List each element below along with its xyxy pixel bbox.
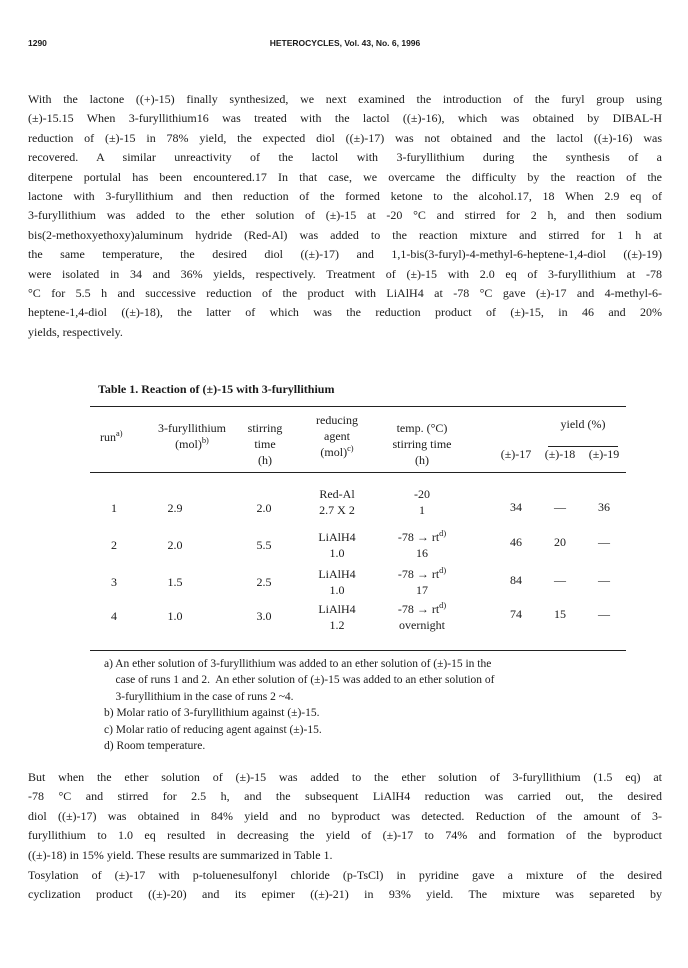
paragraph-3 xyxy=(28,866,662,905)
header-yield: yield (%) xyxy=(560,417,606,431)
text-line: were isolated in 34 and 36% yields, respectively. Treatment of (±)-15 with 2.0 eq of 3-furyllithium at -78 xyxy=(28,266,662,281)
footnote-line: 3-furyllithium in the case of runs 2 ~4. xyxy=(104,690,294,703)
cell-yield-18: — xyxy=(554,500,566,514)
cell-stirring-time: 2.0 xyxy=(256,501,272,515)
cell-reducing-agent: LiAlH4 1.0 xyxy=(318,530,356,560)
cell-yield-18: — xyxy=(554,573,566,587)
header-reducing-agent: reducing agent (mol)$^{c)}$ xyxy=(316,413,358,459)
text-line: (±)-15.15 When 3-furyllithium16 was treated with the lactol ((±)-16), which was obtained by DIBAL-H xyxy=(28,111,662,126)
text-line: But when the ether solution of (±)-15 was added to the ether solution of 3-furyllithium (1.5 eq) at xyxy=(28,770,662,784)
table-top-rule xyxy=(90,406,626,407)
cell-yield-18: 20 xyxy=(554,535,566,549)
text-line: yields, respectively. xyxy=(28,324,123,339)
header-stirring-time: stirring time (h) xyxy=(247,421,283,467)
text-line: ((±)-18) in 15% yield. These results are summarized in Table 1. xyxy=(28,847,333,862)
text-line: diol ((±)-17) was obtained in 84% yield and no byproduct was detected. Reduction of the amount of 3- xyxy=(28,808,662,823)
cell-yield-17: 84 xyxy=(510,573,522,587)
table-header-rule xyxy=(90,472,626,473)
footnote-line: b) Molar ratio of 3-furyllithium against (±)-15. xyxy=(104,707,320,720)
cell-furyllithium: 1.0 xyxy=(167,609,183,623)
header-yield-19: (±)-19 xyxy=(588,447,620,461)
cell-reducing-agent: LiAlH4 1.2 xyxy=(318,602,356,632)
cell-yield-17: 46 xyxy=(510,535,522,549)
page-number: 1290 xyxy=(28,38,47,48)
cell-temp: $-78 \to rt^{d)}$ overnight xyxy=(397,601,447,632)
cell-furyllithium: 2.0 xyxy=(167,538,183,552)
text-line: cyclization product ((±)-20) and its epimer ((±)-21) in 93% yield. The mixture was separeted by xyxy=(28,887,662,902)
text-line: Tosylation of (±)-17 with p-toluenesulfonyl chloride (p-TsCl) in pyridine gave a mixture of the desired xyxy=(28,868,662,882)
table-footnotes xyxy=(104,656,495,754)
cell-furyllithium: 2.9 xyxy=(167,501,183,515)
cell-yield-17: 34 xyxy=(510,500,522,514)
footnote-line: a) An ether solution of 3-furyllithium was added to an ether solution of (±)-15 in the xyxy=(104,658,492,670)
text-line: furyllithium to 1.0 eq resulted in decreasing the yield of (±)-17 to 74% and formation of the byproduct xyxy=(28,828,662,843)
cell-yield-19: — xyxy=(598,535,610,549)
text-line: With the lactone ((+)-15) finally synthesized, we next examined the introduction of the furyl group using xyxy=(28,92,662,106)
header-run: run$^{a)}$ xyxy=(100,429,123,444)
cell-yield-19: — xyxy=(598,607,610,621)
text-line: heptene-1,4-diol ((±)-18), the latter of which was the reduction product of (±)-15, in 46 and 20% xyxy=(28,305,662,320)
footnote-line: case of runs 1 and 2. An ether solution of (±)-15 was added to an ether solution of xyxy=(104,674,495,687)
cell-temp: $-78 \to rt^{d)}$ 16 xyxy=(397,529,447,560)
paragraph-2 xyxy=(28,768,662,865)
text-line: recovered. A similar unreactivity of the lactol with 3-furyllithium during the synthesis of a xyxy=(28,150,662,165)
cell-run: 2 xyxy=(111,538,117,552)
cell-furyllithium: 1.5 xyxy=(167,575,183,589)
text-line: -78 °C and stirred for 2.5 h, and the subsequent LiAlH4 reduction was carried out, the desired xyxy=(28,789,662,804)
table-bottom-rule xyxy=(90,650,626,651)
cell-temp: -20 1 xyxy=(414,487,430,517)
cell-run: 3 xyxy=(111,575,117,589)
cell-reducing-agent: LiAlH4 1.0 xyxy=(318,567,356,597)
header-yield-18: (±)-18 xyxy=(544,447,576,461)
text-line: the same temperature, the desired diol ((±)-17) and 1,1-bis(3-furyl)-4-methyl-6-heptene-1,4-diol ((±)-19) xyxy=(28,247,662,262)
text-line: diterpene portulal has been encountered.17 In that case, we overcame the difficulty by the reaction of the xyxy=(28,169,662,184)
header-furyllithium: 3-furyllithium (mol)$^{b)}$ xyxy=(158,421,226,451)
cell-yield-19: 36 xyxy=(598,500,610,514)
table-caption: Table 1. Reaction of (±)-15 with 3-furyllithium xyxy=(98,382,335,396)
footnote-line: d) Room temperature. xyxy=(104,740,206,753)
cell-stirring-time: 3.0 xyxy=(256,609,272,623)
cell-temp: $-78 \to rt^{d)}$ 17 xyxy=(397,566,447,597)
header-yield-17: (±)-17 xyxy=(500,447,532,461)
page-header xyxy=(28,38,662,52)
cell-stirring-time: 2.5 xyxy=(256,575,272,589)
cell-reducing-agent: Red-Al 2.7 X 2 xyxy=(319,487,355,517)
text-line: lactone with 3-furyllithium and then reduction of the formed ketone to the alcohol.17, 18 When 2.9 eq of xyxy=(28,188,662,203)
text-line: bis(2-methoxyethoxy)aluminum hydride (Red-Al) was added to the reaction mixture and stirred for 1 h at xyxy=(28,227,662,242)
text-line: °C for 5.5 h and successive reduction of the product with LiAlH4 at -78 °C gave (±)-17 and 4-methyl-6- xyxy=(28,285,662,300)
text-line: 3-furyllithium was added to the ether solution of (±)-15 at -20 °C and stirred for 2 h, and then sodium xyxy=(28,208,662,223)
cell-yield-19: — xyxy=(598,573,610,587)
cell-run: 1 xyxy=(111,501,117,515)
footnote-line: c) Molar ratio of reducing agent against (±)-15. xyxy=(104,723,322,736)
text-line: reduction of (±)-15 in 78% yield, the expected diol ((±)-17) was not obtained and the lactol ((±)-16) was xyxy=(28,130,662,145)
cell-run: 4 xyxy=(111,609,117,623)
header-temp: temp. (°C) stirring time (h) xyxy=(392,421,452,467)
cell-yield-18: 15 xyxy=(554,607,566,621)
paragraph-1 xyxy=(28,90,662,342)
journal-title: HETEROCYCLES, Vol. 43, No. 6, 1996 xyxy=(269,38,421,48)
cell-stirring-time: 5.5 xyxy=(256,538,272,552)
cell-yield-17: 74 xyxy=(510,607,522,621)
